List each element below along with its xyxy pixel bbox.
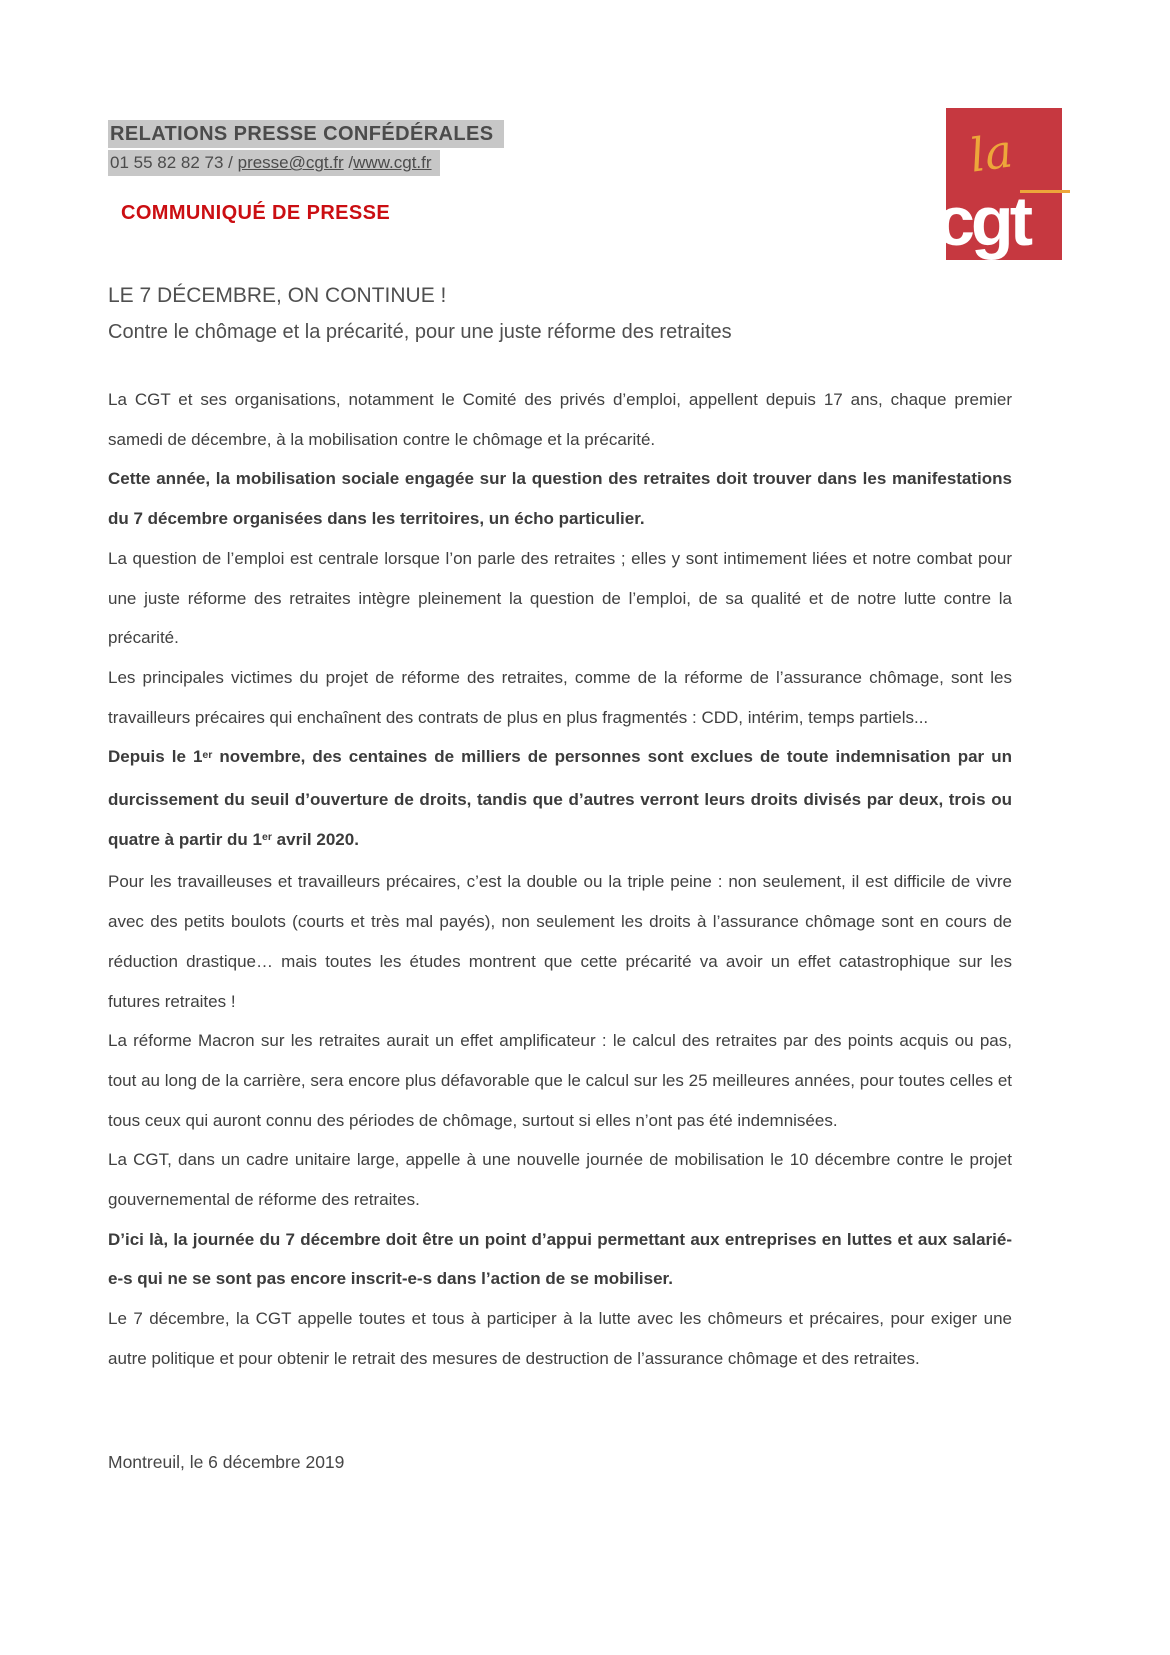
phone-number: 01 55 82 82 73 / bbox=[110, 153, 238, 172]
logo-cgt-text: cgt bbox=[936, 182, 1029, 260]
date-line: Montreuil, le 6 décembre 2019 bbox=[108, 1452, 345, 1472]
headline: LE 7 DÉCEMBRE, ON CONTINUE ! bbox=[108, 284, 447, 307]
paragraph-8: La CGT, dans un cadre unitaire large, appelle à une nouvelle journée de mobilisation le 10 décembre contre le projet gouvernemental de réforme des retraites. bbox=[108, 1150, 1012, 1210]
dept-title-line bbox=[108, 123, 504, 146]
email-link[interactable]: presse@cgt.fr bbox=[237, 153, 344, 172]
link-separator: / bbox=[343, 153, 354, 172]
headline-block bbox=[108, 278, 732, 350]
paragraph-10: Le 7 décembre, la CGT appelle toutes et tous à participer à la lutte avec les chômeurs et précaires, pour exiger une autre politique et pour obtenir le retrait des mesures de destruction de l’assurance chômage et des retraites. bbox=[108, 1309, 1012, 1368]
press-release-label: COMMUNIQUÉ DE PRESSE bbox=[121, 202, 391, 224]
paragraph-5 bbox=[108, 737, 1012, 862]
paragraph-5-text: Depuis le 1 bbox=[108, 747, 203, 767]
website-link[interactable]: www.cgt.fr bbox=[353, 153, 432, 172]
dept-title: RELATIONS PRESSE CONFÉDÉRALES bbox=[108, 120, 504, 148]
paragraph-1: La CGT et ses organisations, notamment le Comité des privés d’emploi, appellent depuis 17 ans, chaque premier samedi de décembre, à la mobilisation contre le chômage et la précarité. bbox=[108, 390, 1012, 449]
subheadline: Contre le chômage et la précarité, pour une juste réforme des retraites bbox=[108, 321, 732, 343]
paragraph-9: D’ici là, la journée du 7 décembre doit être un point d’appui permettant aux entreprises en luttes et aux salarié-e-s qui ne se sont pas encore inscrit-e-s dans l’action de se mobiliser. bbox=[108, 1229, 1012, 1289]
paragraph-2: Cette année, la mobilisation sociale engagée sur la question des retraites doit trouver dans les manifestations du 7 décembre organisées dans les territoires, un écho particulier. bbox=[108, 469, 1012, 529]
paragraph-6: Pour les travailleuses et travailleurs précaires, c’est la double ou la triple peine : non seulement, il est difficile de vivre avec des petits boulots (courts et très mal payés), non seulement les droits à l’assurance chômage sont en cours de réduction drastique… mais toutes les études montrent que cette précarité va avoir un effet catastrophique sur les futures retraites ! bbox=[108, 872, 1012, 1011]
paragraph-3: La question de l’emploi est centrale lorsque l’on parle des retraites ; elles y sont intimement liées et notre combat pour une juste réforme des retraites intègre pleinement la question de l’emploi, de sa qualité et de notre lutte contre la précarité. bbox=[108, 548, 1012, 648]
ordinal-superscript: er bbox=[261, 831, 272, 843]
contact-line bbox=[108, 153, 504, 173]
press-header bbox=[108, 123, 504, 173]
paragraph-4: Les principales victimes du projet de réforme des retraites, comme de la réforme de l’assurance chômage, sont les travailleurs précaires qui enchaînent des contrats de plus en plus fragmentés : CDD, intérim, temps partiels... bbox=[108, 667, 1012, 727]
logo-la-script: la bbox=[966, 123, 1016, 183]
paragraph-5-text: avril 2020. bbox=[271, 829, 359, 849]
paragraph-5-text: novembre, des centaines de milliers de personnes sont exclues de toute indemnisation par un durcissement du seuil d’ouverture de droits, tandis que d’autres verront leurs droits divisés par deux, trois ou quatre à partir du 1 bbox=[108, 747, 1012, 849]
cgt-logo bbox=[936, 108, 1062, 260]
paragraph-7: La réforme Macron sur les retraites aurait un effet amplificateur : le calcul des retraites par des points acquis ou pas, tout au long de la carrière, sera encore plus défavorable que le calcul sur les 25 meilleures années, pour toutes celles et tous ceux qui auront connu des périodes de chômage, surtout si elles n’ont pas été indemnisées. bbox=[108, 1031, 1012, 1130]
body bbox=[108, 380, 1012, 1379]
ordinal-superscript: er bbox=[202, 748, 213, 761]
